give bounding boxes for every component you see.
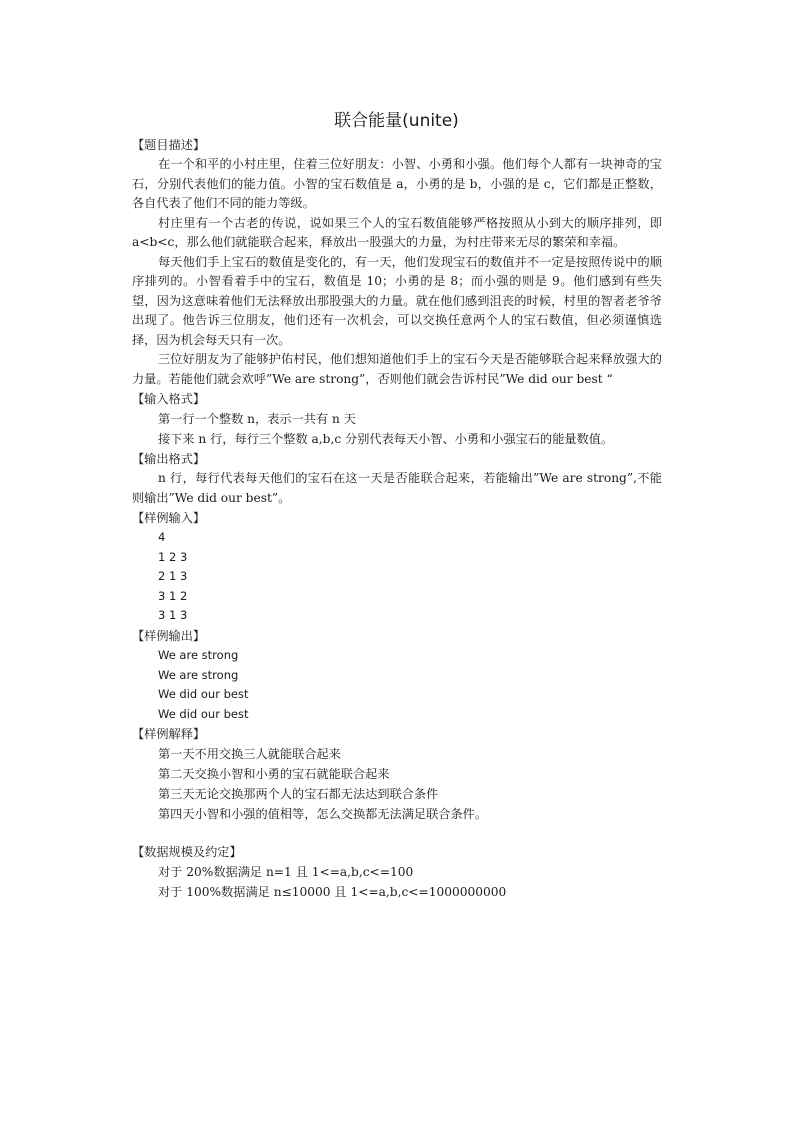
sample-input-line: 2 1 3	[158, 569, 188, 584]
data-constraint-line: 对于 100%数据满足 n≤10000 且 1<=a,b,c<=1000000000	[158, 885, 507, 900]
description-paragraph-4: 三位好朋友为了能够护佑村民，他们想知道他们手上的宝石今天是否能够联合起来释放强大的力量。若能他们就会欢呼”We are strong”，否则他们就会告诉村民”We did our best “	[132, 352, 662, 386]
sample-input-line: 4	[158, 530, 166, 544]
section-heading-data-constraints: 【数据规模及约定】	[132, 845, 242, 860]
sample-input-line: 1 2 3	[158, 549, 188, 564]
sample-explanation-line: 第一天不用交换三人就能联合起来	[158, 747, 341, 762]
data-constraint-line: 对于 20%数据满足 n=1 且 1<=a,b,c<=100	[158, 865, 414, 880]
description-paragraph-2: 村庄里有一个古老的传说，说如果三个人的宝石数值能够严格按照从小到大的顺序排列，即 a<b<c，那么他们就能联合起来，释放出一股强大的力量，为村庄带来无尽的繁荣和幸福。	[132, 215, 662, 249]
document-body	[132, 135, 662, 902]
description-paragraph-3: 每天他们手上宝石的数值是变化的，有一天，他们发现宝石的数值并不一定是按照传说中的顺序排列的。小智看着手中的宝石，数值是 10；小勇的是 8；而小强的则是 9。他们感到有些失望，因为这意味着他们无法释放出那股强大的力量。就在他们感到沮丧的时候，村里的智者老爷爷出现了。他告诉三位朋友，他们还有一次机会，可以交换任意两个人的宝石数值，但必须谨慎选择，因为机会每天只有一次。	[132, 254, 662, 347]
input-format-line-2: 接下来 n 行，每行三个整数 a,b,c 分别代表每天小智、小勇和小强宝石的能量数值。	[158, 432, 614, 446]
section-heading-sample-input: 【样例输入】	[132, 511, 206, 525]
section-heading-sample-explanation: 【样例解释】	[132, 727, 206, 742]
sample-input-line: 3 1 3	[158, 608, 188, 623]
section-heading-output-format: 【输出格式】	[132, 452, 206, 466]
sample-input-line: 3 1 2	[158, 588, 188, 603]
sample-explanation-line: 第三天无论交换那两个人的宝石都无法达到联合条件	[158, 787, 439, 802]
sample-output-line: We are strong	[158, 647, 239, 662]
sample-explanation-line: 第四天小智和小强的值相等，怎么交换都无法满足联合条件。	[158, 807, 488, 822]
section-heading-description: 【题目描述】	[132, 138, 206, 152]
output-format-paragraph: n 行，每行代表每天他们的宝石在这一天是否能联合起来，若能输出”We are strong”,不能则输出”We did our best”。	[132, 471, 662, 505]
sample-output-line: We did our best	[158, 706, 249, 721]
sample-output-line: We are strong	[158, 667, 239, 682]
sample-explanation-line: 第二天交换小智和小勇的宝石就能联合起来	[158, 767, 390, 782]
section-heading-sample-output: 【样例输出】	[132, 628, 206, 643]
section-heading-input-format: 【输入格式】	[132, 392, 206, 406]
input-format-line-1: 第一行一个整数 n，表示一共有 n 天	[158, 412, 356, 426]
description-paragraph-1: 在一个和平的小村庄里，住着三位好朋友：小智、小勇和小强。他们每个人都有一块神奇的宝石，分别代表他们的能力值。小智的宝石数值是 a，小勇的是 b，小强的是 c，它们都是正整数，各自代表了他们不同的能力等级。	[132, 157, 662, 210]
page-title: 联合能量(unite)	[334, 111, 459, 131]
spacer	[132, 824, 662, 842]
sample-output-line: We did our best	[158, 687, 249, 702]
